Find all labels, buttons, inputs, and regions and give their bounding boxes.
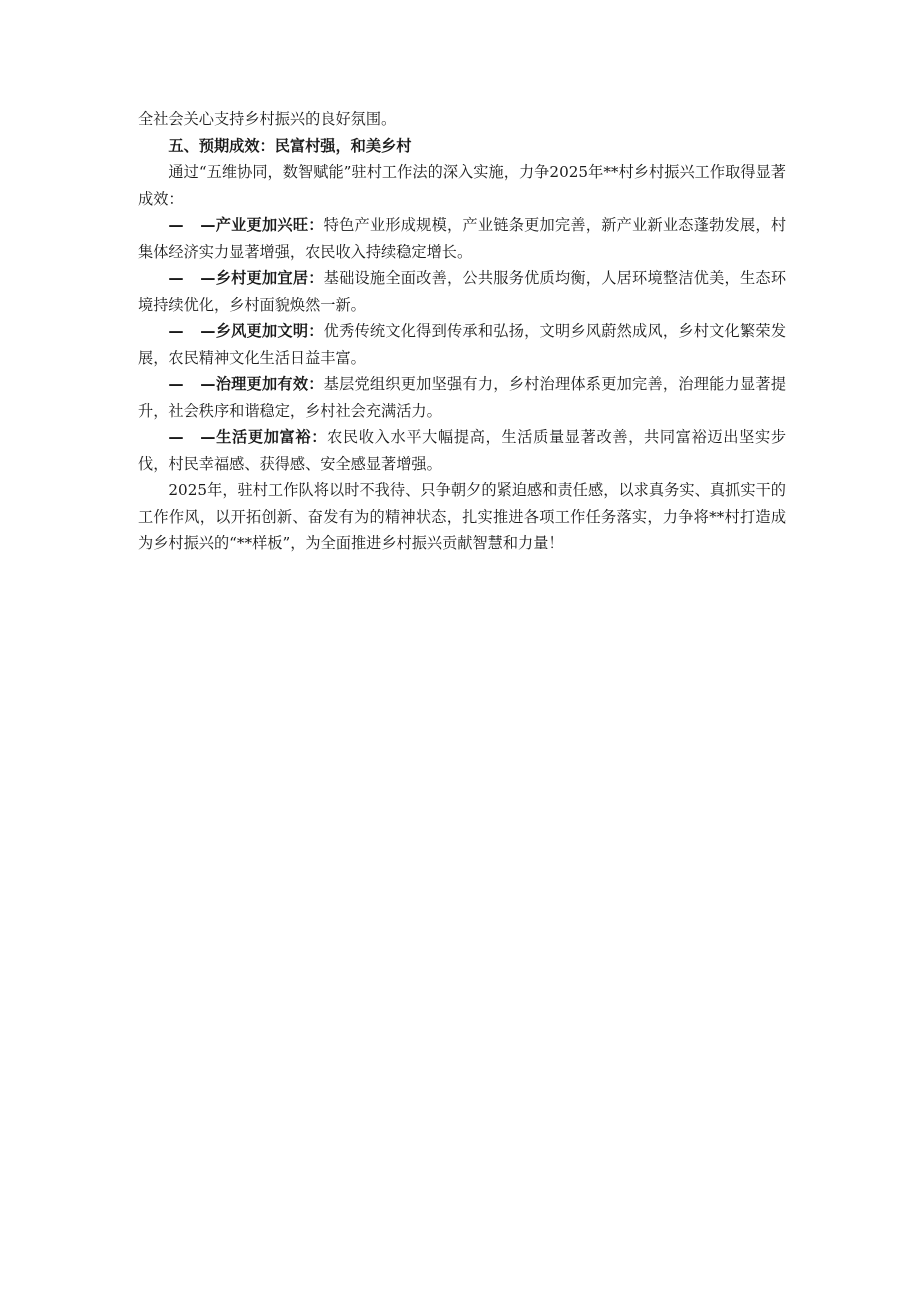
goal-lead: —生活更加富裕： <box>200 428 328 446</box>
dash-mark: — <box>168 428 184 446</box>
goal-lead: —乡风更加文明： <box>200 322 324 340</box>
goal-text: 优秀传统文化得到传承和弘扬，文明乡风蔚然成风，乡村文化繁荣发展，农民精神文化生活日益丰富。 <box>138 322 787 367</box>
dash-mark: — <box>168 216 184 234</box>
goal-text: 基层党组织更加坚强有力，乡村治理体系更加完善，治理能力显著提升，社会秩序和谐稳定，乡村社会充满活力。 <box>138 375 787 420</box>
document-page <box>138 106 786 557</box>
dash-mark: — <box>168 375 184 393</box>
goal-item-livable <box>138 265 786 318</box>
goal-text: 基础设施全面改善，公共服务优质均衡，人居环境整洁优美，生态环境持续优化，乡村面貌焕然一新。 <box>138 269 787 314</box>
continuation-paragraph: 全社会关心支持乡村振兴的良好氛围。 <box>138 110 397 128</box>
goal-text: 农民收入水平大幅提高，生活质量显著改善，共同富裕迈出坚实步伐，村民幸福感、获得感、安全感显著增强。 <box>138 428 786 473</box>
goal-text: 特色产业形成规模，产业链条更加完善，新产业新业态蓬勃发展，村集体经济实力显著增强，农民收入持续稳定增长。 <box>138 216 787 261</box>
goal-item-governance <box>138 371 786 424</box>
dash-mark: — <box>168 322 184 340</box>
conclusion-paragraph: 2025年，驻村工作队将以时不我待、只争朝夕的紧迫感和责任感，以求真务实、真抓实干的工作作风，以开拓创新、奋发有为的精神状态，扎实推进各项工作任务落实，力争将**村打造成为乡村振兴的“**样板”，为全面推进乡村振兴贡献智慧和力量！ <box>138 481 786 552</box>
goal-lead: —乡村更加宜居： <box>200 269 324 287</box>
goal-item-civility <box>138 318 786 371</box>
goal-lead: —产业更加兴旺： <box>200 216 324 234</box>
goal-lead: —治理更加有效： <box>200 375 324 393</box>
goal-item-prosperity <box>138 424 786 477</box>
goal-item-industry <box>138 212 786 265</box>
section-heading: 五、预期成效：民富村强，和美乡村 <box>168 136 412 155</box>
intro-paragraph: 通过“五维协同，数智赋能”驻村工作法的深入实施，力争2025年**村乡村振兴工作取得显著成效： <box>138 163 786 208</box>
dash-mark: — <box>168 269 184 287</box>
